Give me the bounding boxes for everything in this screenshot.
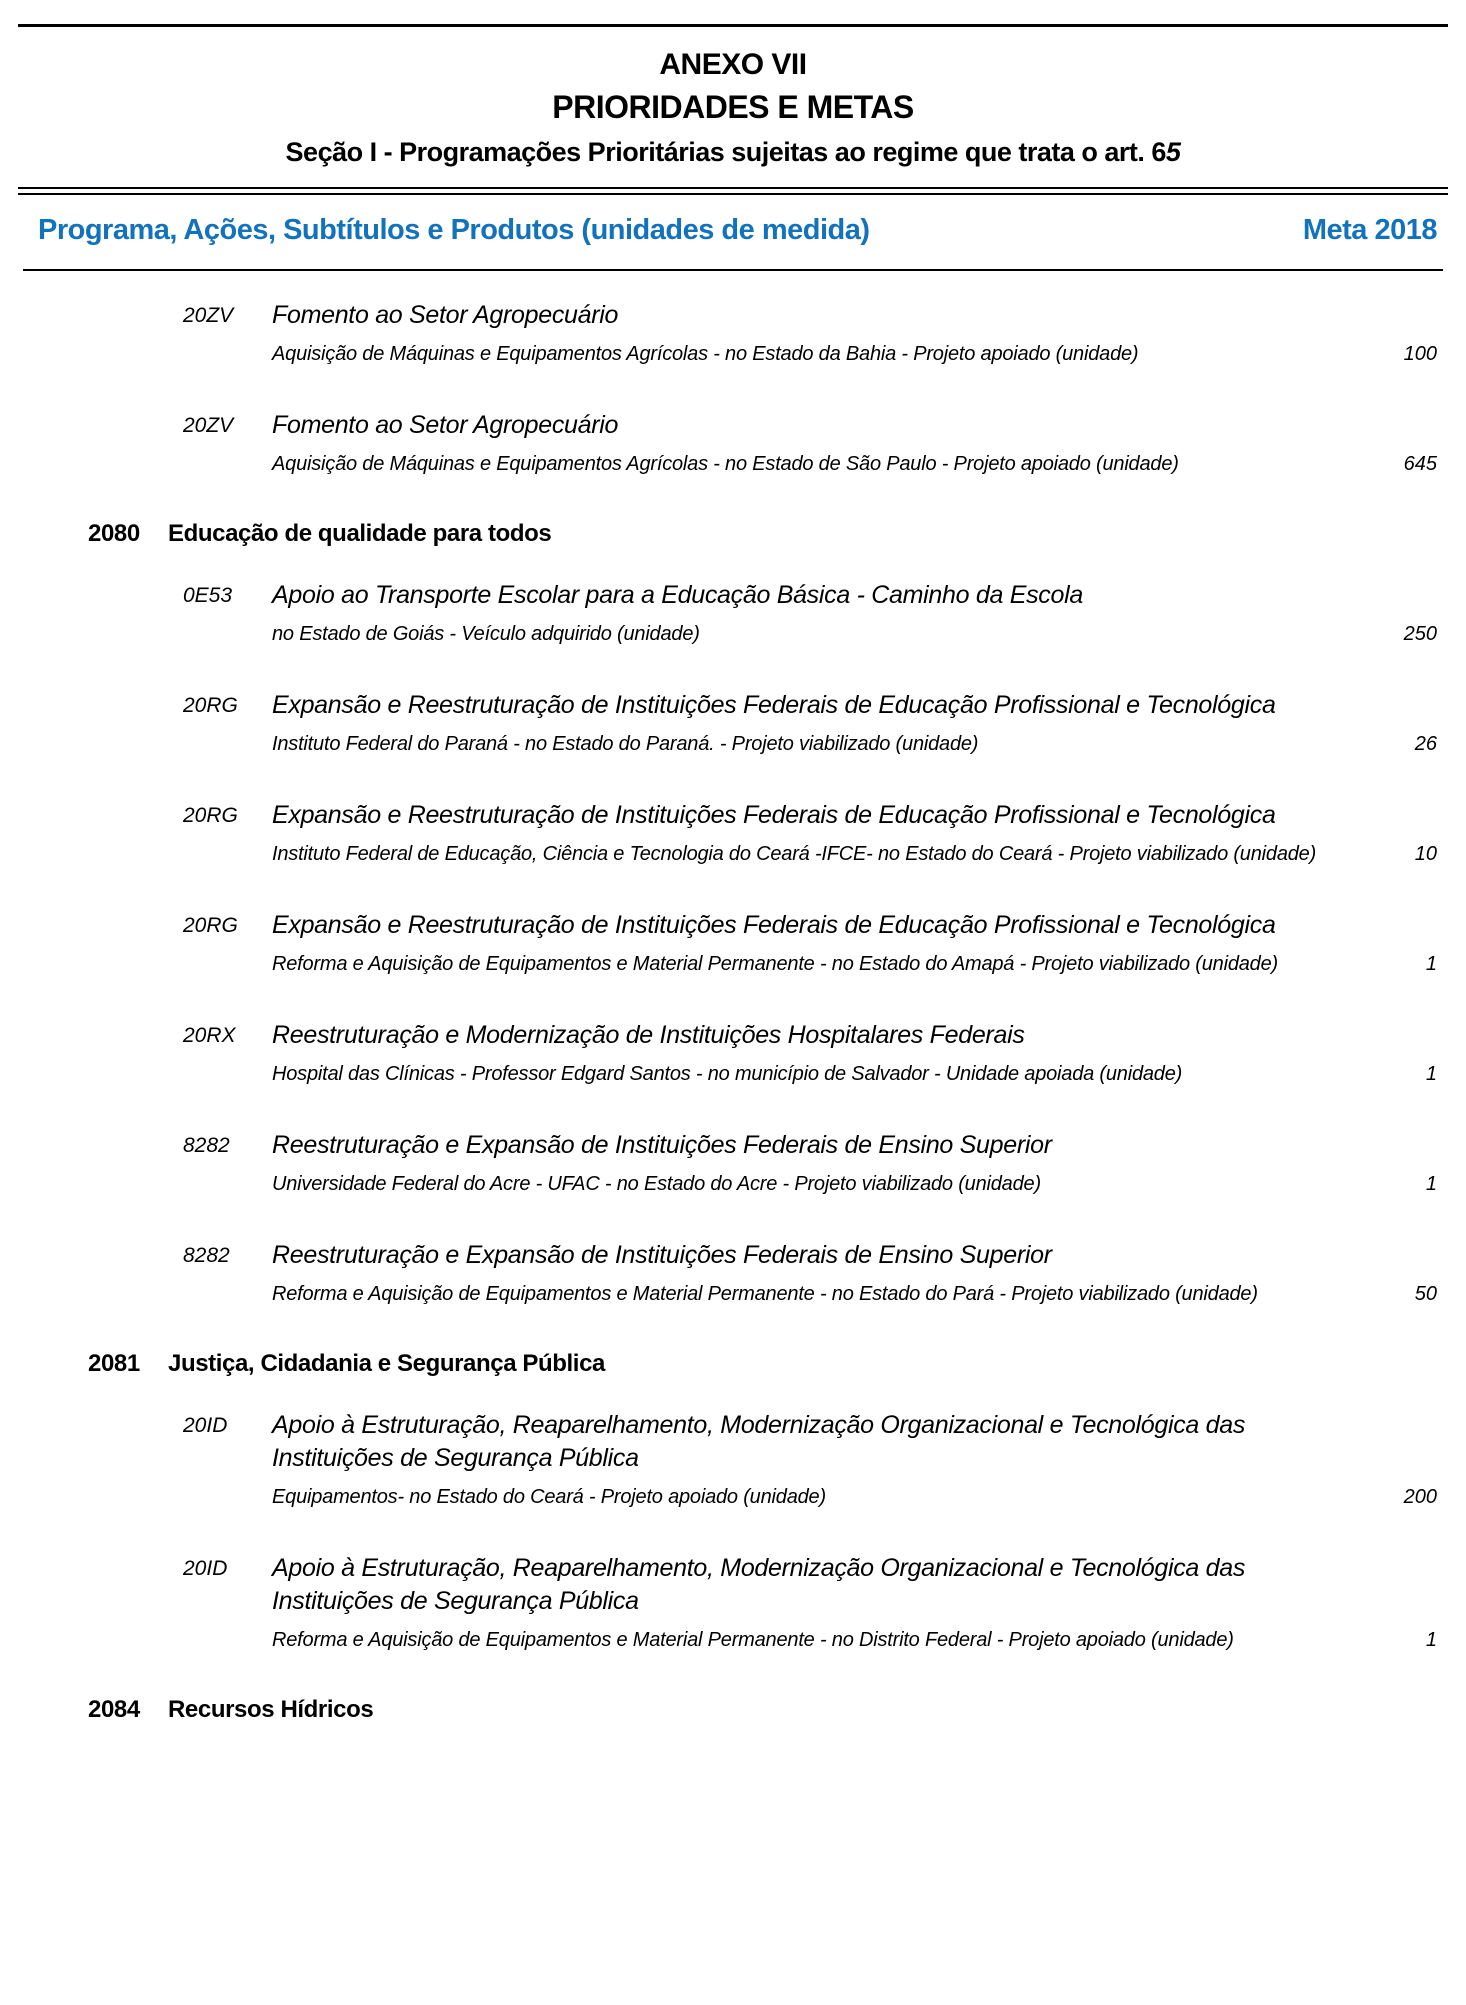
action-title: Fomento ao Setor Agropecuário: [272, 301, 619, 329]
meta-value: 250: [1403, 623, 1437, 645]
action-body: [272, 299, 1437, 369]
action-code: 20ZV: [183, 414, 234, 437]
subtitle-row: [272, 449, 1437, 479]
meta-value: 1: [1425, 1173, 1437, 1195]
meta-value: 10: [1414, 843, 1437, 865]
action-row: [183, 1409, 1437, 1512]
action-body: [272, 689, 1437, 759]
meta-value: 645: [1403, 453, 1437, 475]
meta-value: 1: [1425, 953, 1437, 975]
action-subtitle: Instituto Federal do Paraná - no Estado do Paraná. - Projeto viabilizado (unidade): [272, 733, 979, 755]
subtitle-row: [272, 619, 1437, 649]
action-title: Reestruturação e Expansão de Instituições Federais de Ensino Superior: [272, 1131, 1052, 1159]
meta-value: 26: [1414, 733, 1437, 755]
action-title: Reestruturação e Expansão de Instituições Federais de Ensino Superior: [272, 1241, 1052, 1269]
subtitle-row: [272, 1482, 1437, 1512]
action-subtitle: Aquisição de Máquinas e Equipamentos Agrícolas - no Estado de São Paulo - Projeto apoiado (unidade): [272, 453, 1179, 475]
action-code: 20RG: [183, 804, 238, 827]
program-title: Justiça, Cidadania e Segurança Pública: [168, 1350, 605, 1377]
subtitle-row: [272, 839, 1437, 869]
action-row: [183, 1129, 1437, 1199]
action-title: Expansão e Reestruturação de Instituições Federais de Educação Profissional e Tecnológica: [272, 801, 1276, 829]
action-subtitle: Equipamentos- no Estado do Ceará - Projeto apoiado (unidade): [272, 1486, 826, 1508]
action-subtitle: Reforma e Aquisição de Equipamentos e Material Permanente - no Estado do Amapá - Projeto viabilizado (unidade): [272, 953, 1278, 975]
action-code: 0E53: [183, 584, 233, 607]
action-subtitle: Instituto Federal de Educação, Ciência e Tecnologia do Ceará -IFCE- no Estado do Ceará - Projeto viabilizado (unidade): [272, 843, 1317, 865]
program-row: [88, 1695, 1437, 1725]
action-subtitle: Universidade Federal do Acre - UFAC - no Estado do Acre - Projeto viabilizado (unidade): [272, 1173, 1041, 1195]
subtitle-row: [272, 1169, 1437, 1199]
action-body: [272, 1129, 1437, 1199]
table-body: [0, 271, 1466, 1725]
action-title: Apoio à Estruturação, Reaparelhamento, Modernização Organizacional e Tecnológica das Instituições de Segurança Pública: [272, 1554, 1246, 1615]
action-subtitle: Reforma e Aquisição de Equipamentos e Material Permanente - no Estado do Pará - Projeto viabilizado (unidade): [272, 1283, 1258, 1305]
section-heading-article-number: 5: [1165, 137, 1181, 167]
action-body: [272, 909, 1437, 979]
action-title: Fomento ao Setor Agropecuário: [272, 411, 619, 439]
meta-value: 100: [1403, 343, 1437, 365]
meta-value: 200: [1403, 1486, 1437, 1508]
action-body: [272, 799, 1437, 869]
action-row: [183, 409, 1437, 479]
action-row: [183, 1239, 1437, 1309]
action-code: 20RX: [183, 1024, 236, 1047]
action-code: 8282: [183, 1134, 230, 1157]
action-row: [183, 299, 1437, 369]
page-title: ANEXO VII: [659, 48, 807, 81]
top-rule: [18, 24, 1448, 27]
program-row: [88, 1349, 1437, 1379]
program-row: [88, 519, 1437, 549]
action-subtitle: no Estado de Goiás - Veículo adquirido (unidade): [272, 623, 700, 645]
action-body: [272, 579, 1437, 649]
action-code: 20ID: [183, 1557, 228, 1580]
action-row: [183, 799, 1437, 869]
action-subtitle: Reforma e Aquisição de Equipamentos e Material Permanente - no Distrito Federal - Projeto apoiado (unidade): [272, 1629, 1234, 1651]
subtitle-row: [272, 729, 1437, 759]
section-heading: [0, 135, 1466, 169]
document-subtitle: PRIORIDADES E METAS: [552, 89, 914, 125]
subtitle-row: [272, 949, 1437, 979]
action-title: Apoio à Estruturação, Reaparelhamento, Modernização Organizacional e Tecnológica das Instituições de Segurança Pública: [272, 1411, 1246, 1472]
action-body: [272, 1019, 1437, 1089]
action-row: [183, 1552, 1437, 1655]
action-code: 20ID: [183, 1414, 228, 1437]
action-row: [183, 579, 1437, 649]
action-subtitle: Hospital das Clínicas - Professor Edgard Santos - no município de Salvador - Unidade apoiada (unidade): [272, 1063, 1183, 1085]
columns-header-label: Programa, Ações, Subtítulos e Produtos (unidades de medida): [38, 214, 870, 246]
subtitle-row: [272, 1059, 1437, 1089]
subtitle-row: [272, 1279, 1437, 1309]
action-code: 20RG: [183, 914, 238, 937]
program-code: 2081: [88, 1350, 140, 1377]
section-heading-text: Seção I - Programações Prioritárias sujeitas ao regime que trata o art. 6: [285, 137, 1166, 167]
action-body: [272, 1552, 1437, 1655]
action-subtitle: Aquisição de Máquinas e Equipamentos Agrícolas - no Estado da Bahia - Projeto apoiado (unidade): [272, 343, 1139, 365]
action-row: [183, 1019, 1437, 1089]
meta-column-header: Meta 2018: [1302, 214, 1437, 246]
action-title: Expansão e Reestruturação de Instituições Federais de Educação Profissional e Tecnológica: [272, 691, 1276, 719]
table-header: [38, 211, 1437, 249]
action-title: Expansão e Reestruturação de Instituições Federais de Educação Profissional e Tecnológica: [272, 911, 1276, 939]
action-title: Reestruturação e Modernização de Instituições Hospitalares Federais: [272, 1021, 1025, 1049]
action-row: [183, 689, 1437, 759]
action-code: 20ZV: [183, 304, 234, 327]
action-title: Apoio ao Transporte Escolar para a Educação Básica - Caminho da Escola: [272, 581, 1083, 609]
meta-value: 50: [1414, 1283, 1437, 1305]
action-row: [183, 909, 1437, 979]
program-title: Recursos Hídricos: [168, 1696, 374, 1723]
program-title: Educação de qualidade para todos: [168, 520, 552, 547]
action-code: 20RG: [183, 694, 238, 717]
action-body: [272, 1409, 1437, 1512]
program-code: 2084: [88, 1696, 140, 1723]
action-body: [272, 409, 1437, 479]
program-code: 2080: [88, 520, 140, 547]
subtitle-row: [272, 339, 1437, 369]
action-body: [272, 1239, 1437, 1309]
action-code: 8282: [183, 1244, 230, 1267]
subtitle-row: [272, 1625, 1437, 1655]
double-rule: [18, 187, 1448, 195]
meta-value: 1: [1425, 1063, 1437, 1085]
meta-value: 1: [1425, 1629, 1437, 1651]
